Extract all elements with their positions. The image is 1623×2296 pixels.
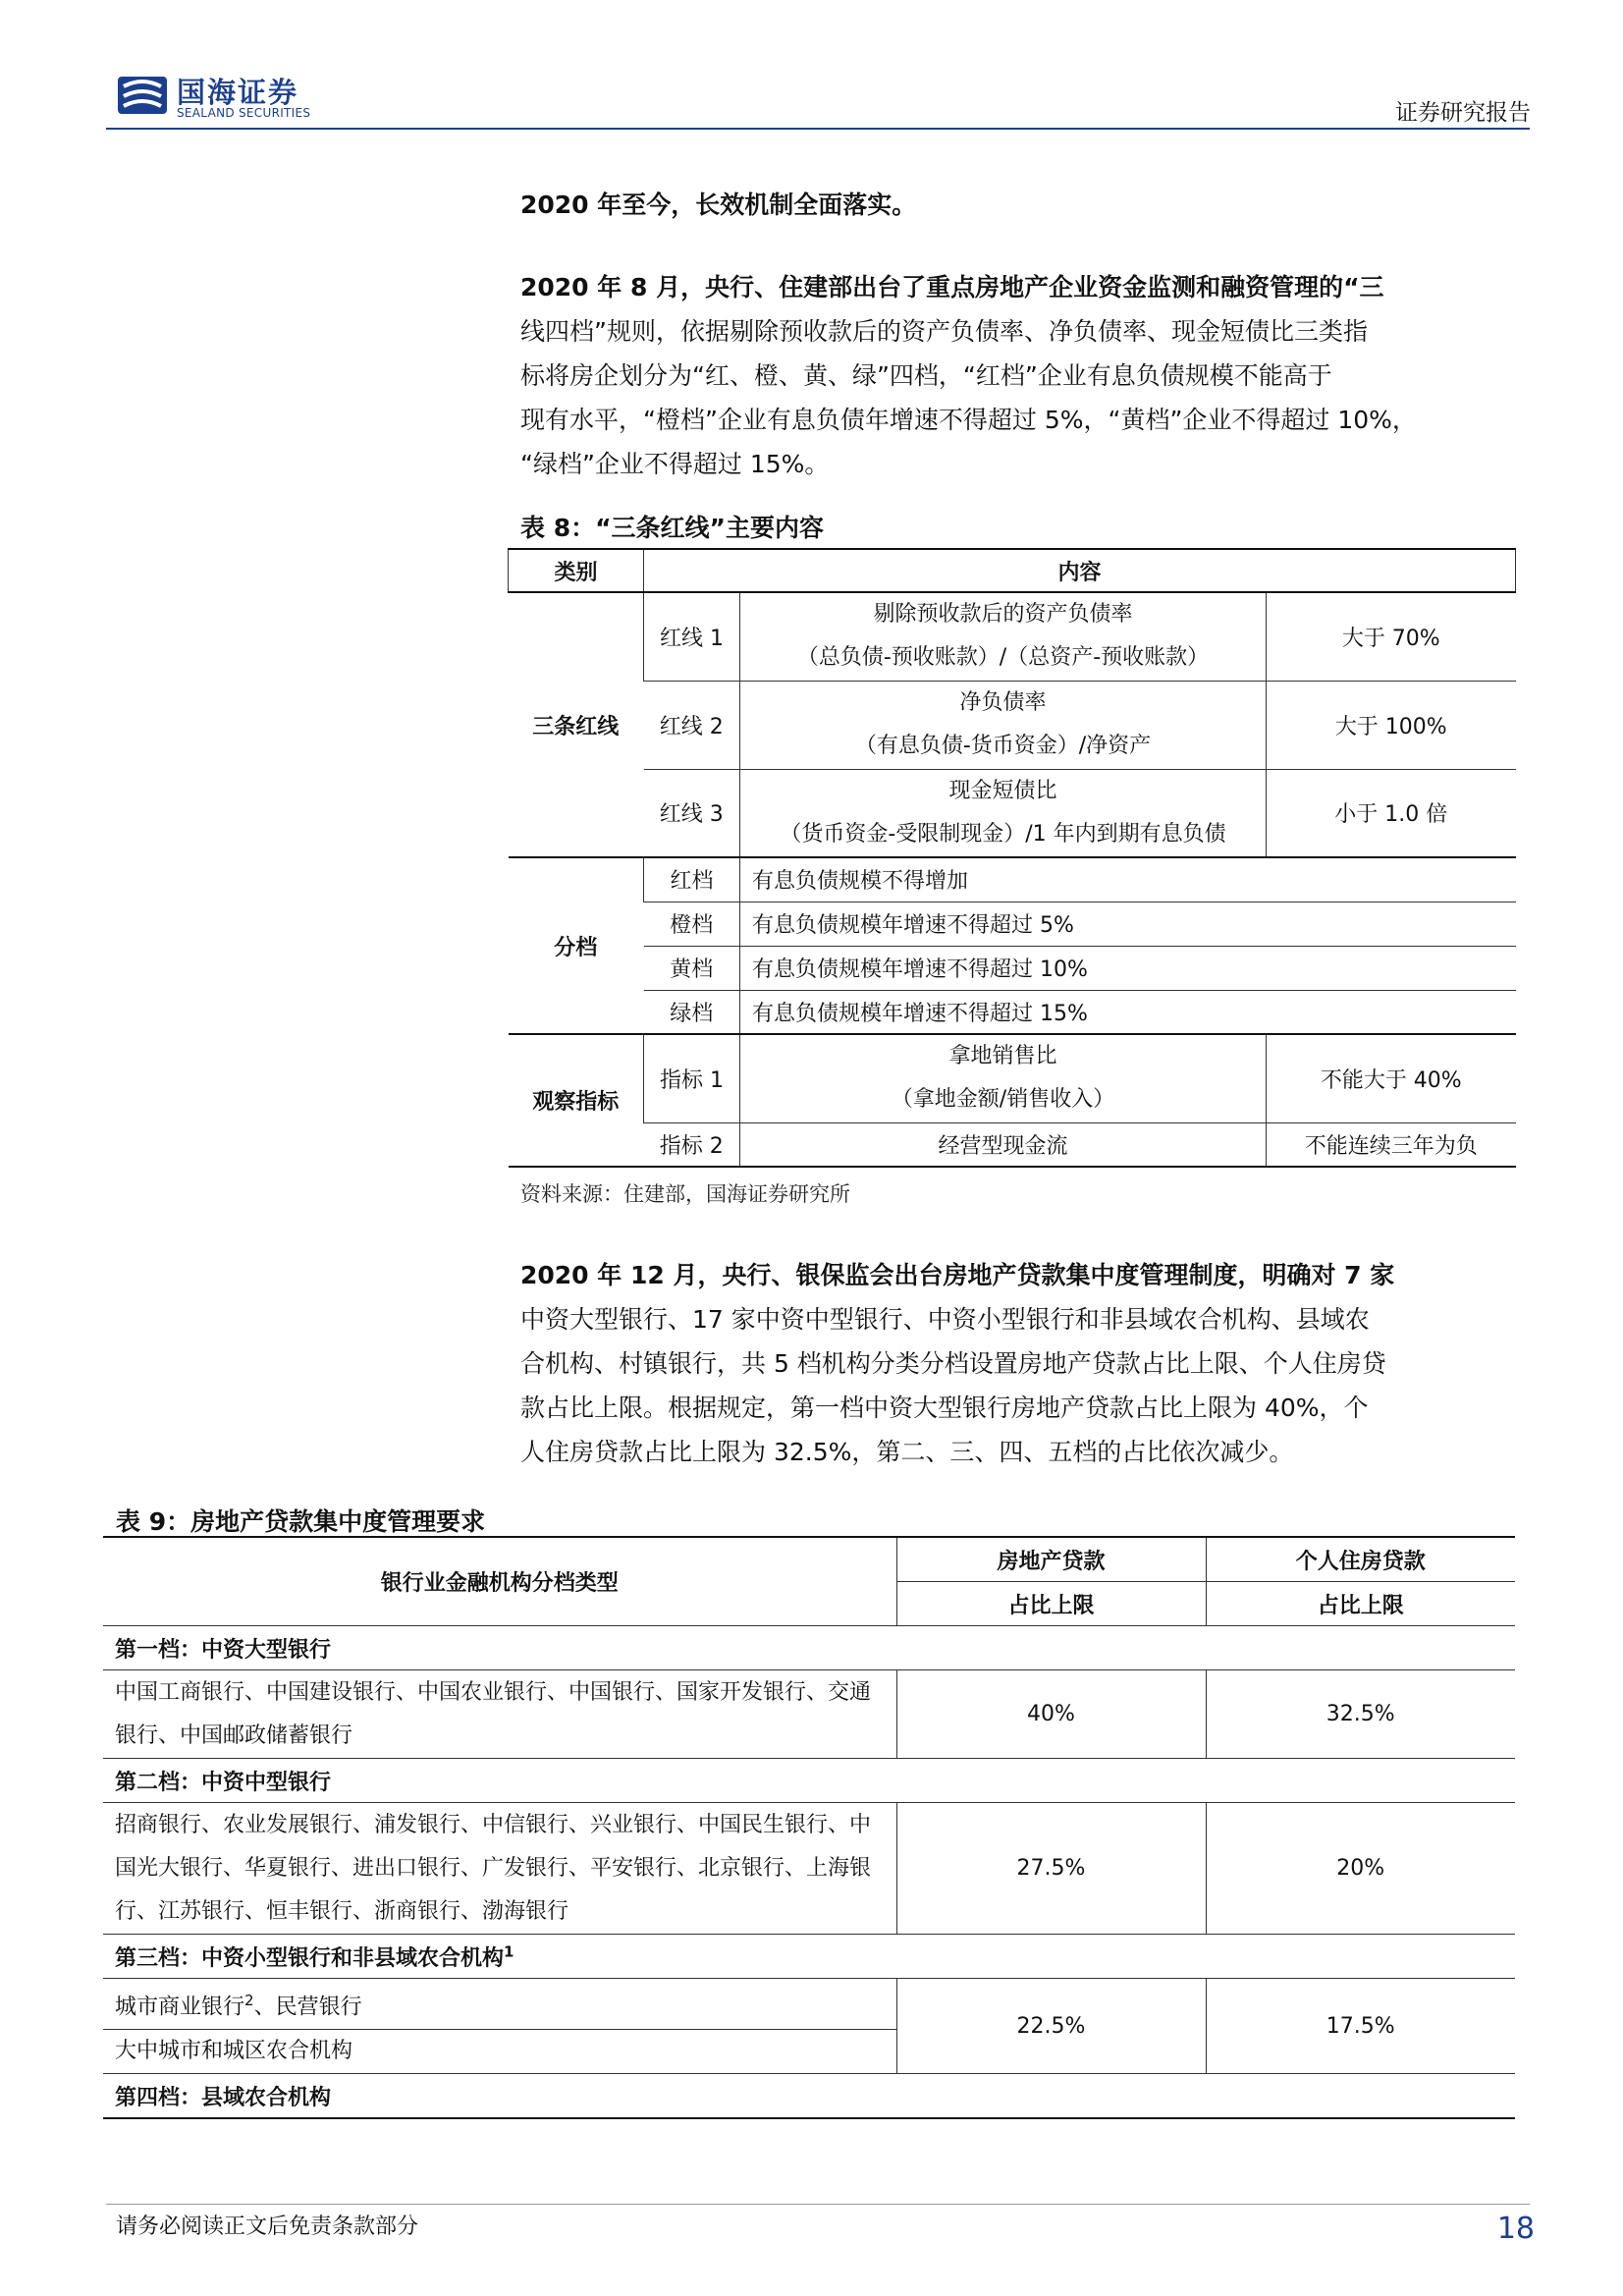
table9-tier-banks: 中国工商银行、中国建设银行、中国农业银行、中国银行、国家开发银行、交通银行、中国邮政储蓄银行 — [103, 1670, 896, 1759]
table8-desc: 剔除预收款后的资产负债率 （总负债-预收账款）/（总资产-预收账款） — [740, 592, 1267, 681]
table9-subheader-cap: 占比上限 — [896, 1582, 1206, 1626]
table8-item: 红档 — [644, 857, 740, 902]
table9-tier-name: 第二档：中资中型银行 — [103, 1759, 1515, 1803]
table8-desc: 有息负债规模不得增加 — [740, 857, 1516, 902]
table8-source: 资料来源：住建部，国海证券研究所 — [520, 1182, 850, 1206]
table8-item: 指标 1 — [644, 1034, 740, 1122]
para2-line-4: 款占比上限。根据规定，第一档中资大型银行房地产贷款占比上限为 40%，个 — [520, 1394, 1369, 1422]
table8-item: 指标 2 — [644, 1122, 740, 1167]
report-type: 证券研究报告 — [1395, 100, 1531, 126]
table8-item: 黄档 — [644, 946, 740, 990]
table8-value: 不能大于 40% — [1267, 1034, 1516, 1122]
table8-item: 橙档 — [644, 902, 740, 946]
table9-tier-name: 第四档：县域农合机构 — [103, 2074, 1515, 2119]
table8-value: 不能连续三年为负 — [1267, 1122, 1516, 1167]
table8-item: 红线 2 — [644, 681, 740, 769]
table8-desc: 净负债率 （有息负债-货币资金）/净资产 — [740, 681, 1267, 769]
table8-desc: 有息负债规模年增速不得超过 15% — [740, 990, 1516, 1034]
table9-mortgage-cap: 20% — [1206, 1803, 1515, 1935]
table8-desc: 现金短债比 （货币资金-受限制现金）/1 年内到期有息负债 — [740, 769, 1267, 857]
table9-mortgage-cap: 32.5% — [1206, 1670, 1515, 1759]
table8-item: 红线 3 — [644, 769, 740, 857]
table8-desc: 有息负债规模年增速不得超过 5% — [740, 902, 1516, 946]
table8 — [508, 548, 1516, 1168]
table8-header-category: 类别 — [509, 549, 644, 592]
table9-re-cap: 22.5% — [896, 1979, 1206, 2074]
sealand-logo-icon — [116, 73, 169, 118]
page-number: 18 — [1496, 2212, 1535, 2246]
table9-tier-name: 第一档：中资大型银行 — [103, 1626, 1515, 1670]
table8-caption: 表 8：“三条红线”主要内容 — [520, 514, 824, 542]
section-heading: 2020 年至今，长效机制全面落实。 — [520, 191, 917, 219]
table9-caption: 表 9：房地产贷款集中度管理要求 — [116, 1507, 486, 1536]
table8-group-name: 三条红线 — [509, 592, 644, 857]
para1-line-1: 2020 年 8 月，央行、住建部出台了重点房地产企业资金监测和融资管理的“三 — [520, 273, 1384, 301]
table9-mortgage-cap: 17.5% — [1206, 1979, 1515, 2074]
paragraph-three-red-lines — [520, 265, 1522, 486]
table8-group-name: 观察指标 — [509, 1034, 644, 1167]
table9-re-cap: 27.5% — [896, 1803, 1206, 1935]
table9-re-cap: 40% — [896, 1670, 1206, 1759]
table8-header-content: 内容 — [644, 549, 1516, 592]
table9-tier-name: 第三档：中资小型银行和非县域农合机构$^1$ — [103, 1935, 1515, 1979]
table8-value: 小于 1.0 倍 — [1267, 769, 1516, 857]
para2-line-2: 中资大型银行、17 家中资中型银行、中资小型银行和非县域农合机构、县域农 — [520, 1305, 1370, 1334]
table9-subheader-cap: 占比上限 — [1206, 1582, 1515, 1626]
table9-header-re-loans: 房地产贷款 — [896, 1537, 1206, 1582]
footer-disclaimer: 请务必阅读正文后免责条款部分 — [116, 2214, 419, 2239]
brand-name-en: SEALAND SECURITIES — [177, 106, 311, 120]
para1-line-2: 线四档”规则，依据剔除预收款后的资产负债率、净负债率、现金短债比三类指 — [520, 317, 1368, 346]
para2-line-1: 2020 年 12 月，央行、银保监会出台房地产贷款集中度管理制度，明确对 7 家 — [520, 1261, 1395, 1289]
paragraph-loan-concentration — [520, 1253, 1522, 1474]
para2-line-3: 合机构、村镇银行，共 5 档机构分类分档设置房地产贷款占比上限、个人住房贷 — [520, 1349, 1386, 1378]
table8-value: 大于 100% — [1267, 681, 1516, 769]
table9-tier-banks: 大中城市和城区农合机构 — [103, 2030, 896, 2074]
para1-line-3: 标将房企划分为“红、橙、黄、绿”四档，“红档”企业有息负债规模不能高于 — [520, 361, 1332, 390]
table8-desc: 经营型现金流 — [740, 1122, 1267, 1167]
table9-header-type: 银行业金融机构分档类型 — [103, 1537, 896, 1626]
table8-item: 绿档 — [644, 990, 740, 1034]
header-rule — [106, 128, 1530, 130]
table9 — [103, 1536, 1515, 2119]
para2-line-5: 人住房贷款占比上限为 32.5%，第二、三、四、五档的占比依次减少。 — [520, 1438, 1294, 1466]
table8-item: 红线 1 — [644, 592, 740, 681]
table8-value: 大于 70% — [1267, 592, 1516, 681]
table9-header-mortgage: 个人住房贷款 — [1206, 1537, 1515, 1582]
table8-group-name: 分档 — [509, 857, 644, 1034]
table8-desc: 拿地销售比 （拿地金额/销售收入） — [740, 1034, 1267, 1122]
para1-line-5: “绿档”企业不得超过 15%。 — [520, 450, 830, 478]
table9-tier-banks: 招商银行、农业发展银行、浦发银行、中信银行、兴业银行、中国民生银行、中国光大银行、华夏银行、进出口银行、广发银行、平安银行、北京银行、上海银行、江苏银行、恒丰银行、浙商银行、渤海银行 — [103, 1803, 896, 1935]
footer-rule — [106, 2204, 1530, 2205]
table9-tier-banks: 城市商业银行$^2$、民营银行 — [103, 1979, 896, 2030]
table8-desc: 有息负债规模年增速不得超过 10% — [740, 946, 1516, 990]
para1-line-4: 现有水平，“橙档”企业有息负债年增速不得超过 5%，“黄档”企业不得超过 10%， — [520, 406, 1417, 434]
brand-name-cn: 国海证券 — [177, 76, 299, 109]
